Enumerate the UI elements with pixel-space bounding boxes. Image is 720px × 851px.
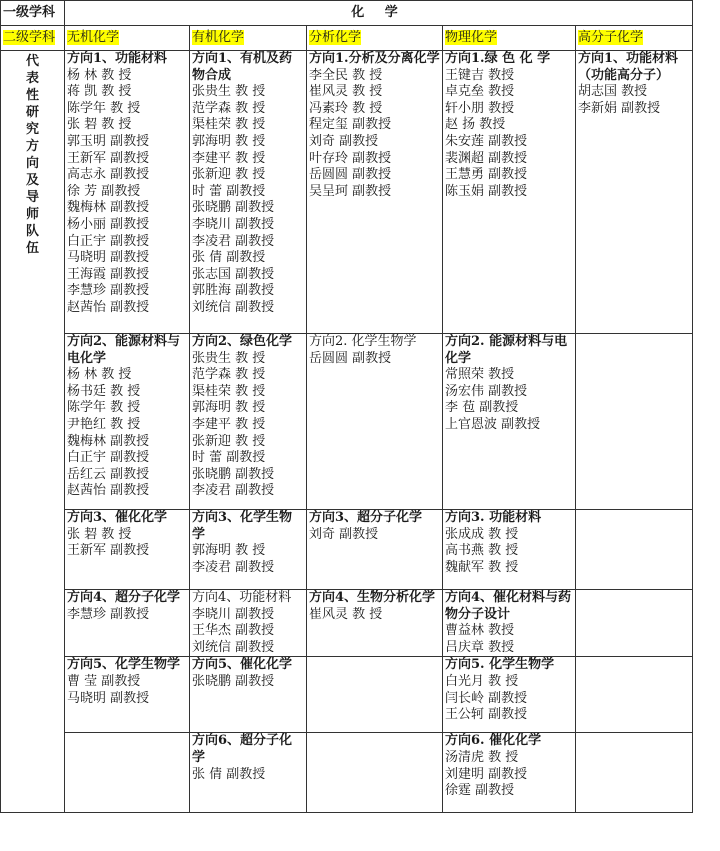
direction-row xyxy=(1,510,693,590)
direction-cell xyxy=(307,51,443,334)
direction-cell xyxy=(307,733,443,813)
row-label-char: 向 xyxy=(25,156,39,171)
supervisor-entry: 白正宇 副教授 xyxy=(67,450,150,466)
direction-row xyxy=(1,334,693,510)
supervisor-entry: 李慧珍 副教授 xyxy=(67,606,150,622)
supervisor-entry: 郭海明 教 授 xyxy=(192,133,266,149)
supervisor-entry: 轩小朋 教授 xyxy=(445,100,515,116)
supervisor-entry: 王华杰 副教授 xyxy=(192,623,275,639)
direction-cell xyxy=(65,334,190,510)
supervisor-entry: 魏献军 教 授 xyxy=(445,559,519,575)
row-label-char: 代 xyxy=(25,54,39,69)
supervisor-entry: 吕庆章 教授 xyxy=(445,639,515,655)
supervisor-entry: 张贵生 教 授 xyxy=(192,350,266,366)
supervisor-entry: 李 苞 副教授 xyxy=(445,400,519,416)
direction-title: 方向2、绿色化学 xyxy=(192,334,293,349)
direction-title: 方向6. 催化化学 xyxy=(445,733,542,749)
supervisor-entry: 张晓鹏 副教授 xyxy=(192,200,275,216)
supervisor-entry: 杨小丽 副教授 xyxy=(67,216,150,232)
supervisor-entry: 范学森 教 授 xyxy=(192,367,266,383)
subject-row xyxy=(1,26,693,51)
supervisor-entry: 岳圆圆 副教授 xyxy=(309,167,392,183)
supervisor-entry: 李凌君 副教授 xyxy=(192,483,275,499)
supervisor-entry: 杨 林 教 授 xyxy=(67,367,132,383)
supervisor-entry: 刘建明 副教授 xyxy=(445,766,528,782)
supervisor-entry: 常照荣 教授 xyxy=(445,367,515,383)
supervisor-entry: 李建平 教 授 xyxy=(192,150,266,166)
row-label-char: 队 xyxy=(25,224,39,239)
direction-title: 方向1.绿 色 化 学 xyxy=(445,51,551,66)
direction-cell xyxy=(576,51,693,334)
direction-title: 方向1、功能材料（功能高分子） xyxy=(578,51,679,83)
level2-label: 二级学科 xyxy=(1,26,65,51)
row-label-char: 表 xyxy=(25,71,39,86)
supervisor-entry: 李凌君 副教授 xyxy=(192,559,275,575)
supervisor-entry: 张晓鹏 副教授 xyxy=(192,673,275,689)
supervisor-entry: 王慧勇 副教授 xyxy=(445,167,528,183)
supervisor-entry: 时 蕾 副教授 xyxy=(192,183,266,199)
supervisor-entry: 魏梅林 副教授 xyxy=(67,200,150,216)
supervisor-entry: 冯素玲 教 授 xyxy=(309,100,383,116)
supervisor-entry: 裴渊超 副教授 xyxy=(445,150,528,166)
subject-cell: 分析化学 xyxy=(307,26,443,51)
direction-cell xyxy=(65,590,190,657)
subject-cell: 无机化学 xyxy=(65,26,190,51)
supervisor-entry: 李全民 教 授 xyxy=(309,67,383,83)
direction-cell xyxy=(576,733,693,813)
direction-cell xyxy=(65,51,190,334)
direction-row xyxy=(1,590,693,657)
supervisor-entry: 崔风灵 教 授 xyxy=(309,606,383,622)
direction-cell xyxy=(307,334,443,510)
direction-cell xyxy=(65,510,190,590)
supervisor-entry: 张晓鹏 副教授 xyxy=(192,466,275,482)
supervisor-entry: 崔风灵 教 授 xyxy=(309,84,383,100)
supervisor-entry: 郭玉明 副教授 xyxy=(67,133,150,149)
direction-title: 方向2. 能源材料与电化学 xyxy=(445,334,568,366)
supervisor-entry: 汤宏伟 副教授 xyxy=(445,383,528,399)
level1-label: 一级学科 xyxy=(1,1,65,26)
supervisor-entry: 渠桂荣 教 授 xyxy=(192,117,266,133)
direction-cell xyxy=(576,334,693,510)
direction-title: 方向5、催化化学 xyxy=(192,657,293,673)
level1-value: 化 学 xyxy=(65,1,693,26)
supervisor-entry: 叶存玲 副教授 xyxy=(309,150,392,166)
direction-title: 方向2、能源材料与电化学 xyxy=(67,334,181,366)
supervisor-entry: 陈学年 教 授 xyxy=(67,400,141,416)
direction-cell xyxy=(307,657,443,733)
row-label-char: 伍 xyxy=(25,241,39,256)
supervisor-entry: 王新军 副教授 xyxy=(67,543,150,559)
supervisor-entry: 白正宇 副教授 xyxy=(67,233,150,249)
supervisor-entry: 魏梅林 副教授 xyxy=(67,433,150,449)
supervisor-entry: 时 蕾 副教授 xyxy=(192,450,266,466)
supervisor-entry: 刘奇 副教授 xyxy=(309,526,379,542)
supervisor-entry: 张新迎 教 授 xyxy=(192,433,266,449)
supervisor-entry: 张 倩 副教授 xyxy=(192,250,266,266)
supervisor-entry: 闫长岭 副教授 xyxy=(445,690,528,706)
row-label-char: 性 xyxy=(25,88,39,103)
direction-title: 方向1.分析及分离化学 xyxy=(309,51,440,66)
row-label xyxy=(1,51,65,813)
supervisor-entry: 朱安莲 副教授 xyxy=(445,133,528,149)
direction-cell xyxy=(443,657,576,733)
supervisor-entry: 张志国 副教授 xyxy=(192,266,275,282)
supervisor-entry: 张成成 教 授 xyxy=(445,526,519,542)
supervisor-entry: 王键吉 教授 xyxy=(445,67,515,83)
supervisor-entry: 赵 扬 教授 xyxy=(445,117,506,133)
subject-cell: 有机化学 xyxy=(190,26,307,51)
supervisor-entry: 李慧珍 副教授 xyxy=(67,283,150,299)
supervisor-entry: 曹 莹 副教授 xyxy=(67,673,141,689)
supervisor-entry: 尹艳红 教 授 xyxy=(67,416,141,432)
direction-cell xyxy=(65,657,190,733)
row-label-char: 及 xyxy=(25,173,39,188)
supervisor-entry: 陈学年 教 授 xyxy=(67,100,141,116)
supervisor-entry: 李凌君 副教授 xyxy=(192,233,275,249)
direction-title: 方向3、催化化学 xyxy=(67,510,168,525)
supervisor-entry: 杨 林 教 授 xyxy=(67,67,132,83)
direction-title: 方向4、生物分析化学 xyxy=(309,590,436,605)
direction-cell xyxy=(65,733,190,813)
row-label-char: 方 xyxy=(25,139,39,154)
direction-cell xyxy=(190,510,307,590)
supervisor-entry: 高书燕 教 授 xyxy=(445,543,519,559)
supervisor-entry: 郭海明 教 授 xyxy=(192,400,266,416)
direction-cell xyxy=(307,510,443,590)
supervisor-entry: 刘统信 副教授 xyxy=(192,639,275,655)
direction-cell xyxy=(576,590,693,657)
supervisor-entry: 郭胜海 副教授 xyxy=(192,283,275,299)
direction-cell xyxy=(443,334,576,510)
supervisor-entry: 郭海明 教 授 xyxy=(192,543,266,559)
supervisor-entry: 范学森 教 授 xyxy=(192,100,266,116)
direction-title: 方向4、超分子化学 xyxy=(67,590,181,605)
supervisor-entry: 蒋 凯 教 授 xyxy=(67,84,132,100)
direction-row xyxy=(1,657,693,733)
supervisor-entry: 上官恩波 副教授 xyxy=(445,416,541,432)
direction-row xyxy=(1,733,693,813)
supervisor-entry: 陈玉娟 副教授 xyxy=(445,183,528,199)
supervisor-entry: 李晓川 副教授 xyxy=(192,606,275,622)
supervisor-entry: 杨书廷 教 授 xyxy=(67,383,141,399)
supervisor-entry: 张 䂮 教 授 xyxy=(67,117,132,133)
supervisor-entry: 赵茜怡 副教授 xyxy=(67,299,150,315)
direction-cell xyxy=(307,590,443,657)
direction-title: 方向5. 化学生物学 xyxy=(445,657,555,673)
direction-title: 方向4、催化材料与药物分子设计 xyxy=(445,590,572,622)
direction-title: 方向6、超分子化学 xyxy=(192,733,293,765)
supervisor-entry: 徐 芳 副教授 xyxy=(67,183,141,199)
supervisor-entry: 李晓川 副教授 xyxy=(192,216,275,232)
row-label-char: 究 xyxy=(25,122,39,137)
supervisor-entry: 马晓明 副教授 xyxy=(67,250,150,266)
direction-title: 方向2. 化学生物学 xyxy=(309,334,417,349)
supervisor-entry: 汤清虎 教 授 xyxy=(445,749,519,765)
supervisor-entry: 刘统信 副教授 xyxy=(192,299,275,315)
direction-cell xyxy=(576,510,693,590)
direction-cell xyxy=(190,51,307,334)
row-label-char: 研 xyxy=(25,105,39,120)
direction-cell xyxy=(443,510,576,590)
header-row xyxy=(1,1,693,26)
direction-cell xyxy=(190,657,307,733)
supervisor-entry: 王新军 副教授 xyxy=(67,150,150,166)
supervisor-entry: 张 倩 副教授 xyxy=(192,766,266,782)
supervisor-entry: 李建平 教 授 xyxy=(192,416,266,432)
direction-title: 方向3. 功能材料 xyxy=(445,510,542,525)
subject-cell: 高分子化学 xyxy=(576,26,693,51)
direction-cell xyxy=(443,590,576,657)
supervisor-entry: 张新迎 教 授 xyxy=(192,167,266,183)
direction-title: 方向5、化学生物学 xyxy=(67,657,181,673)
supervisor-entry: 白光月 教 授 xyxy=(445,673,519,689)
direction-title: 方向1、功能材料 xyxy=(67,51,168,66)
supervisor-entry: 王海霞 副教授 xyxy=(67,266,150,282)
supervisor-entry: 渠桂荣 教 授 xyxy=(192,383,266,399)
supervisor-entry: 岳红云 副教授 xyxy=(67,466,150,482)
supervisor-entry: 赵茜怡 副教授 xyxy=(67,483,150,499)
supervisor-entry: 岳圆圆 副教授 xyxy=(309,350,392,366)
direction-cell xyxy=(190,590,307,657)
subject-cell: 物理化学 xyxy=(443,26,576,51)
supervisor-entry: 张贵生 教 授 xyxy=(192,84,266,100)
supervisor-entry: 曹益林 教授 xyxy=(445,623,515,639)
supervisor-entry: 胡志国 教授 xyxy=(578,84,648,100)
direction-cell xyxy=(576,657,693,733)
row-label-char: 导 xyxy=(25,190,39,205)
supervisor-entry: 徐霆 副教授 xyxy=(445,783,515,799)
supervisor-entry: 吴呈珂 副教授 xyxy=(309,183,392,199)
supervisor-entry: 高志永 副教授 xyxy=(67,167,150,183)
direction-row xyxy=(1,51,693,334)
supervisor-entry: 刘奇 副教授 xyxy=(309,133,379,149)
direction-title: 方向3、化学生物学 xyxy=(192,510,293,542)
direction-cell xyxy=(190,334,307,510)
supervisor-entry: 马晓明 副教授 xyxy=(67,690,150,706)
row-label-char: 师 xyxy=(25,207,39,222)
supervisor-entry: 王公轲 副教授 xyxy=(445,707,528,723)
direction-cell xyxy=(443,733,576,813)
direction-cell xyxy=(190,733,307,813)
direction-title: 方向3、超分子化学 xyxy=(309,510,423,525)
direction-title: 方向1、有机及药物合成 xyxy=(192,51,293,83)
supervisor-entry: 程定玺 副教授 xyxy=(309,117,392,133)
supervisor-entry: 李新娟 副教授 xyxy=(578,100,661,116)
supervisor-entry: 卓克垒 教授 xyxy=(445,84,515,100)
supervisor-entry: 张 䂮 教 授 xyxy=(67,526,132,542)
direction-title: 方向4、功能材料 xyxy=(192,590,292,605)
direction-cell xyxy=(443,51,576,334)
